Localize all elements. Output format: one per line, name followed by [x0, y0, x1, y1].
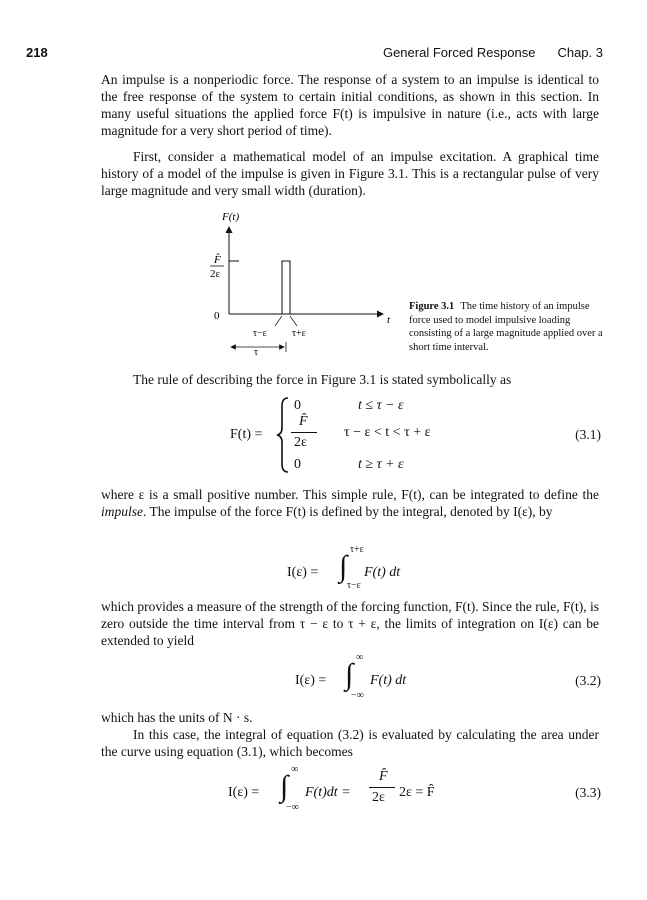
eq33-integrand: F(t)dt = — [305, 785, 351, 800]
right-tick-label: τ+ε — [292, 328, 306, 339]
eqdef-integral-sign: ∫ — [339, 550, 348, 583]
origin-label: 0 — [214, 310, 220, 322]
paragraph-impulse-def — [101, 486, 599, 520]
running-title: General Forced Response — [382, 45, 536, 60]
eq32-integrand: F(t) dt — [370, 673, 407, 688]
eq31-case1-condition: t ≤ τ − ε — [358, 398, 404, 413]
eq31-case2-condition: τ − ε < t < τ + ε — [344, 425, 431, 440]
eq31-case2-numerator: F̂ — [299, 414, 308, 429]
eq33-lower-limit: −∞ — [286, 802, 299, 813]
paragraph-extension: which provides a measure of the strength of the forcing function, F(t). Since the rule, F(t), is zero outside the time interval from τ − ε to τ + ε, the limits of integration on I(ε) can be extended to yield — [101, 599, 599, 648]
tick-left-pointer — [275, 316, 282, 326]
eq31-case3-condition: t ≥ τ + ε — [358, 457, 404, 472]
eq33-number: (3.3) — [575, 785, 601, 800]
caption-label: Figure 3.1 — [409, 301, 455, 312]
paragraph-rule: The rule of describing the force in Figure 3.1 is stated symbolically as — [133, 372, 512, 387]
eq32-lhs: I(ε) = — [295, 673, 327, 688]
eq33-fraction-denominator: 2ε — [372, 790, 385, 805]
eq31-case1-value: 0 — [294, 398, 301, 413]
y-axis-label: F(t) — [222, 211, 240, 223]
p4-impulse-term: impulse — [101, 504, 143, 519]
eq33-result: 2ε = F̂ — [399, 785, 435, 800]
figure-3-1-plot — [195, 205, 400, 355]
eq33-upper-limit: ∞ — [291, 764, 299, 775]
eqdef-lower-limit: τ−ε — [347, 580, 361, 591]
p4-text-b: . The impulse of the force F(t) is defined by the integral, denoted by I(ε), by — [143, 504, 553, 519]
peak-label-denominator: 2ε — [210, 268, 221, 280]
running-header — [0, 33, 647, 60]
eq31-number: (3.1) — [575, 427, 601, 442]
eq32-integral-sign: ∫ — [345, 658, 354, 691]
eq31-lhs: F(t) = — [230, 427, 263, 442]
eq32-upper-limit: ∞ — [356, 652, 364, 663]
paragraph-units: which has the units of N · s. — [101, 710, 253, 725]
tick-right-pointer — [290, 316, 297, 326]
pulse-rectangle — [282, 261, 290, 314]
p4-text-a: where ε is a small positive number. This simple rule, F(t), can be integrated to define the — [101, 487, 599, 502]
eqdef-upper-limit: τ+ε — [350, 544, 364, 555]
caption-text: The time history of an impulse force used to model impulsive loading consisting of a large magnitude applied over a short time interval. — [409, 301, 603, 353]
eq33-fraction-numerator: F̂ — [379, 769, 388, 784]
x-axis-label: t — [387, 314, 391, 326]
page-number: 218 — [26, 45, 48, 60]
eq32-lower-limit: −∞ — [351, 690, 364, 701]
eqdef-lhs: I(ε) = — [287, 565, 319, 580]
eq33-lhs: I(ε) = — [228, 785, 260, 800]
eq31-fraction-bar — [291, 432, 317, 433]
figure-caption — [409, 300, 604, 354]
running-title-block — [383, 45, 603, 60]
eq33-integral-sign: ∫ — [280, 770, 289, 803]
peak-label-numerator: F̂ — [214, 254, 221, 266]
eq31-brace — [276, 396, 290, 474]
eq31-case2-denominator: 2ε — [294, 435, 307, 450]
eq32-number: (3.2) — [575, 673, 601, 688]
paragraph-area: In this case, the integral of equation (3.2) is evaluated by calculating the area under the curve using equation (3.1), which becomes — [101, 727, 599, 759]
tau-label: τ — [254, 347, 259, 355]
paragraph-intro: An impulse is a nonperiodic force. The response of a system to an impulse is identical to the free response of the system to certain initial conditions, as shown in this section. In many useful situations the applied force F(t) is impulsive in nature (i.e., acts with large magnitude for a very short period of time). — [101, 72, 599, 138]
left-tick-label: τ−ε — [253, 328, 267, 339]
paragraph-model: First, consider a mathematical model of an impulse excitation. A graphical time history of a model of the impulse is given in Figure 3.1. This is a rectangular pulse of very large magnitude and very small width (duration). — [101, 149, 599, 198]
eq31-case3-value: 0 — [294, 457, 301, 472]
eqdef-integrand: F(t) dt — [364, 565, 401, 580]
chapter-label: Chap. 3 — [557, 45, 603, 60]
eq33-fraction-bar — [369, 787, 395, 788]
